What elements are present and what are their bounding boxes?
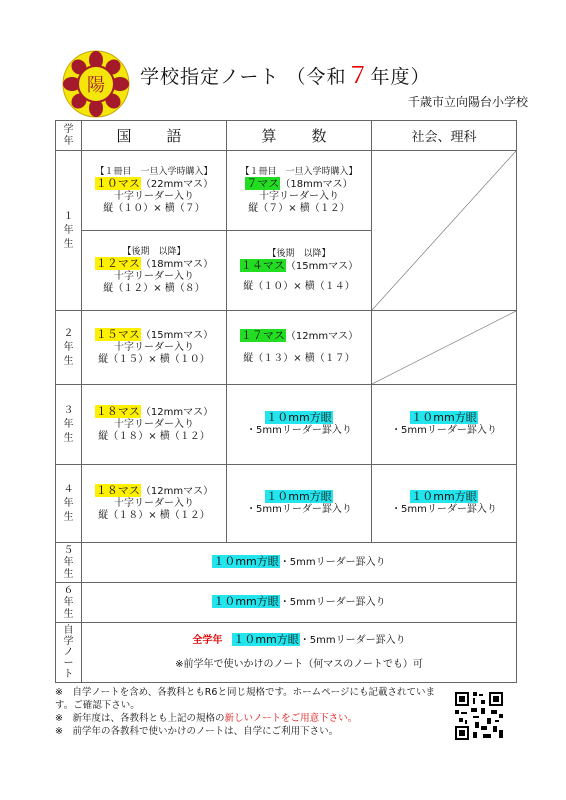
- grade-5-all-subjects: １０mm方眼・5mmリーダー罫入り: [82, 543, 517, 583]
- self-study-notebook: 全学年 １０mm方眼・5mmリーダー罫入り ※前学年で使いかけのノート（何マスのノートでも）可: [82, 623, 517, 683]
- school-name: 千歳市立向陽台小学校: [407, 95, 528, 109]
- school-emblem-icon: [60, 48, 132, 120]
- qr-code-icon[interactable]: [453, 690, 505, 742]
- grade-1-japanese-first: 【１冊目 一旦入学時購入】 １０マス（22mmマス） 十字リーダー入り 縦（１０）× 横（７）: [82, 151, 227, 231]
- grade-1-math-first: 【１冊目 一旦入学時購入】 ７マス（18mmマス） 十字リーダー入り 縦（７）× 横（１２）: [227, 151, 372, 231]
- grade-3-social: １０mm方眼 ・5mmリーダー罫入り: [372, 385, 517, 465]
- notebook-table: [55, 120, 517, 683]
- grade-6-all-subjects: １０mm方眼・5mmリーダー罫入り: [82, 583, 517, 623]
- grade-4-math: １０mm方眼 ・5mmリーダー罫入り: [227, 465, 372, 543]
- grade-6-label: ６年生: [56, 583, 82, 623]
- grade-5-label: ５年生: [56, 543, 82, 583]
- grade-3-label: ３年生: [56, 385, 82, 465]
- self-study-label: 自学ノート: [56, 623, 82, 683]
- title-prefix: 学校指定ノート （令和: [140, 66, 347, 88]
- title-suffix: 年度）: [370, 66, 431, 88]
- grade-4-label: ４年生: [56, 465, 82, 543]
- grade-3-math: １０mm方眼 ・5mmリーダー罫入り: [227, 385, 372, 465]
- grade-3-japanese: １８マス（12mmマス） 十字リーダー入り 縦（１８）× 横（１２）: [82, 385, 227, 465]
- grade-2-social-empty: [372, 311, 517, 385]
- header-math: 算 数: [227, 121, 372, 151]
- grade-1-japanese-later: 【後期 以降】 １２マス（18mmマス） 十字リーダー入り 縦（１２）× 横（８）: [82, 231, 227, 311]
- footnote-2: ※ 新年度は、各教科とも上記の規格の新しいノートをご用意下さい。: [55, 713, 358, 724]
- grade-2-math: １７マス（12mmマス） 縦（１３）× 横（１７）: [227, 311, 372, 385]
- header-social-science: 社会、理科: [372, 121, 517, 151]
- grade-2-japanese: １５マス（15mmマス） 十字リーダー入り 縦（１５）× 横（１０）: [82, 311, 227, 385]
- footnote-1: ※ 自学ノートを含め、各教科ともR6と同じ規格です。ホームページにも記載されています。ご確認下さい。: [55, 687, 435, 711]
- grade-4-social: １０mm方眼 ・5mmリーダー罫入り: [372, 465, 517, 543]
- grade-2-label: ２年生: [56, 311, 82, 385]
- footnote-3: ※ 前学年の各教科で使いかけのノートは、自学にご利用下さい。: [55, 726, 339, 737]
- page-title: [140, 57, 431, 90]
- emblem-char: 陽: [87, 75, 105, 96]
- footnotes: [55, 686, 445, 738]
- header-japanese: 国 語: [82, 121, 227, 151]
- grade-1-math-later: 【後期 以降】 １４マス（15mmマス） 縦（１０）× 横（１４）: [227, 231, 372, 311]
- title-year: ７: [346, 63, 371, 89]
- header-grade: 学年: [56, 121, 82, 151]
- grade-1-social-empty: [372, 151, 517, 311]
- grade-1-label: １年生: [56, 151, 82, 311]
- grade-4-japanese: １８マス（12mmマス） 十字リーダー入り 縦（１８）× 横（１２）: [82, 465, 227, 543]
